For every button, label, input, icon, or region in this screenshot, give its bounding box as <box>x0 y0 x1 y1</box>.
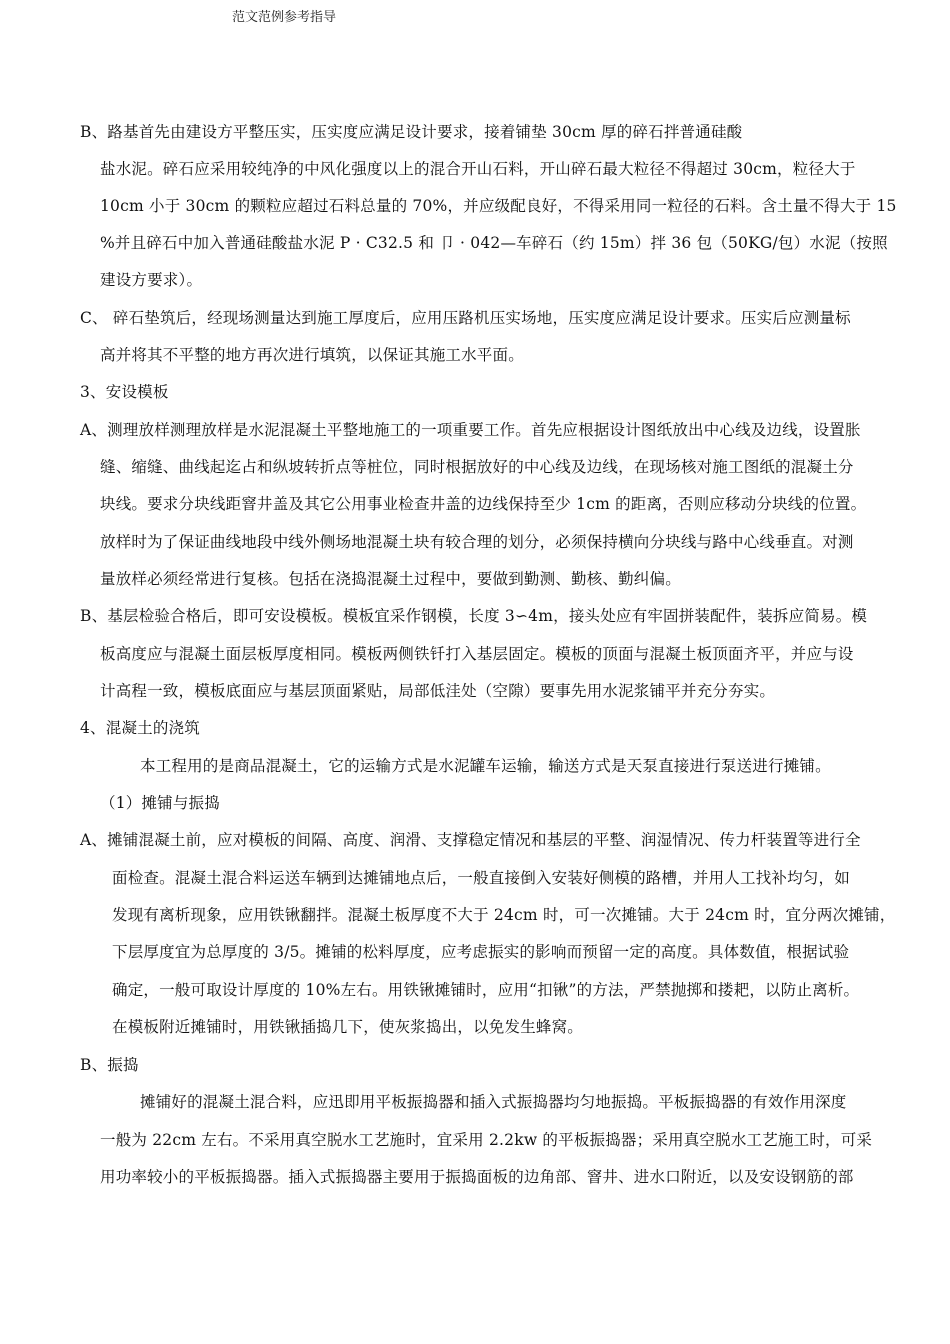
text-line: %并且碎石中加入普通硅酸盐水泥 P · C32.5 和 卩 · 042—车碎石（约 15m）拌 36 包（50KG/包）水泥（按照 <box>100 234 888 252</box>
text-line: 发现有离析现象，应用铁锹翻拌。混凝土板厚度不大于 24cm 时，可一次摊铺。大于 24cm 时，宜分两次摊铺， <box>112 906 896 924</box>
text-line: 一般为 22cm 左右。不采用真空脱水工艺施时，宜采用 2.2kw 的平板振捣器；采用真空脱水工艺施工时，可采 <box>100 1131 873 1149</box>
text-line: 计高程一致，模板底面应与基层顶面紧贴，局部低洼处（空隙）要事先用水泥浆铺平并充分夯实。 <box>100 682 776 700</box>
text-line: 建设方要求）。 <box>100 271 203 289</box>
text-line: 板高度应与混凝土面层板厚度相同。模板两侧铁钎打入基层固定。模板的顶面与混凝土板顶面齐平，并应与设 <box>100 645 854 663</box>
text-line: 本工程用的是商品混凝土，它的运输方式是水泥罐车运输，输送方式是天泵直接进行泵送进行摊铺。 <box>140 757 831 775</box>
text-line: A、摊铺混凝土前，应对模板的间隔、高度、润滑、支撑稳定情况和基层的平整、润湿情况、传力杆装置等进行全 <box>80 831 861 849</box>
text-line: 面检查。混凝土混合料运送车辆到达摊铺地点后，一般直接倒入安装好侧模的路槽，并用人工找补均匀，如 <box>112 869 850 887</box>
text-line: 确定，一般可取设计厚度的 10%左右。用铁锹摊铺时，应用“扣锹”的方法，严禁抛掷和搂耙，以防止离析。 <box>112 981 860 999</box>
text-line: C、 碎石垫筑后，经现场测量达到施工厚度后，应用压路机压实场地，压实度应满足设计要求。压实后应测量标 <box>80 309 851 327</box>
text-line: 下层厚度宜为总厚度的 3/5。摊铺的松料厚度，应考虑振实的影响而预留一定的高度。具体数值，根据试验 <box>112 943 850 961</box>
text-line: B、基层检验合格后，即可安设模板。模板宜采作钢模，长度 3∽4m，接头处应有牢固拼装配件，装拆应简易。模 <box>80 607 868 625</box>
page-header: 范文范例参考指导 <box>232 10 337 25</box>
text-line: 缝、缩缝、曲线起迄占和纵坡转折点等桩位，同时根据放好的中心线及边线，在现场核对施工图纸的混凝土分 <box>100 458 854 476</box>
text-line: A、测理放样测理放样是水泥混凝土平整地施工的一项重要工作。首先应根据设计图纸放出中心线及边线，设置胀 <box>80 421 861 439</box>
text-line: B、路基首先由建设方平整压实，压实度应满足设计要求，接着铺垫 30cm 厚的碎石拌普通硅酸 <box>80 123 743 141</box>
text-line: 摊铺好的混凝土混合料，应迅即用平板振捣器和插入式振捣器均匀地振捣。平板振捣器的有效作用深度 <box>140 1093 847 1111</box>
subsection-heading: B、振捣 <box>80 1056 139 1074</box>
text-line: 量放样必须经常进行复核。包括在浇捣混凝土过程中，要做到勤测、勤核、勤纠偏。 <box>100 570 681 588</box>
text-line: 块线。要求分块线距窨井盖及其它公用事业检查井盖的边线保持至少 1cm 的距离，否则应移动分块线的位置。 <box>100 495 867 513</box>
text-line: 盐水泥。碎石应采用较纯净的中风化强度以上的混合开山石料，开山碎石最大粒径不得超过 30cm，粒径大于 <box>100 160 856 178</box>
text-line: 在模板附近摊铺时，用铁锹插捣几下，使灰浆捣出，以免发生蜂窝。 <box>112 1018 584 1036</box>
section-heading: 3、安设模板 <box>80 383 169 401</box>
text-line: 放样时为了保证曲线地段中线外侧场地混凝土块有较合理的划分，必须保持横向分块线与路中心线垂直。对测 <box>100 533 854 551</box>
text-line: 用功率较小的平板振捣器。插入式振捣器主要用于振捣面板的边角部、窨井、进水口附近，以及安设钢筋的部 <box>100 1168 854 1186</box>
text-line: 10cm 小于 30cm 的颗粒应超过石料总量的 70%，并应级配良好，不得采用同一粒径的石料。含土量不得大于 15 <box>100 197 897 215</box>
subsection-heading: （1）摊铺与振捣 <box>100 794 220 812</box>
text-line: 高并将其不平整的地方再次进行填筑，以保证其施工水平面。 <box>100 346 524 364</box>
section-heading: 4、混凝土的浇筑 <box>80 719 200 737</box>
